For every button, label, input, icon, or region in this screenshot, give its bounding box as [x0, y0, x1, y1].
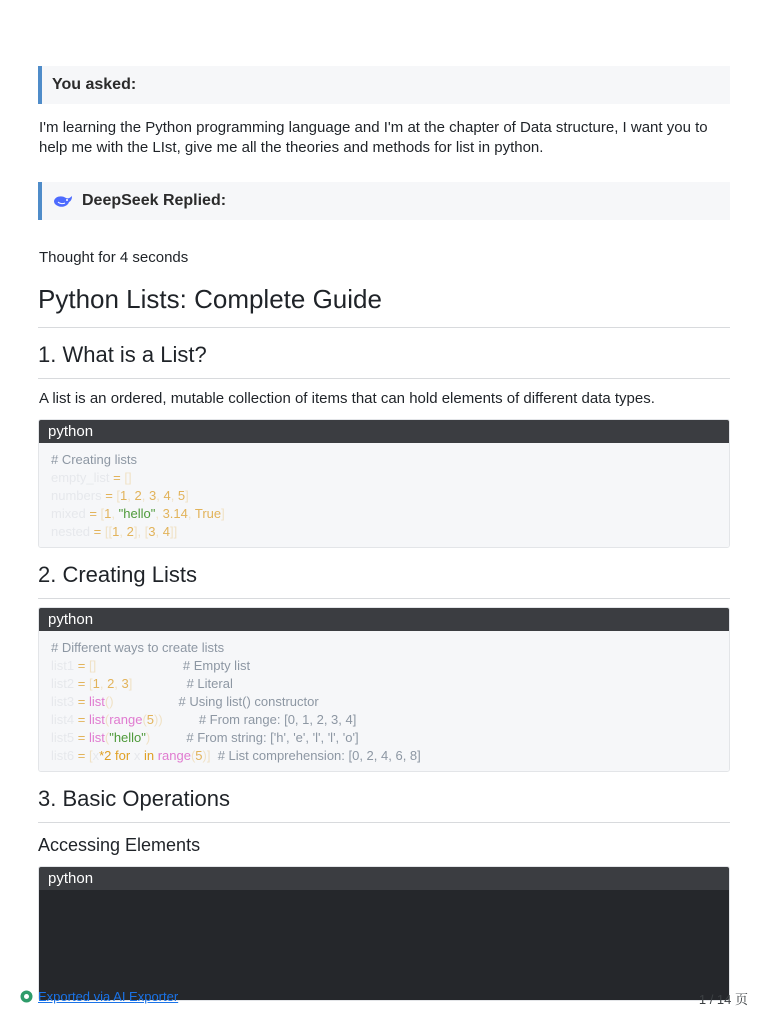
code-body [39, 443, 729, 547]
page-title: Python Lists: Complete Guide [38, 284, 730, 328]
code-line: empty_list = [] [51, 470, 132, 485]
user-question: I'm learning the Python programming language and I'm at the chapter of Data structure, I want you to help me with the LIst, give me all the theories and methods for list in python. [39, 119, 708, 156]
export-footer [20, 989, 178, 1004]
code-line: nested = [[1, 2], [3, 4]] [51, 524, 178, 539]
assistant-callout [38, 182, 730, 220]
code-block-3 [38, 866, 730, 1001]
code-line: list4 = list(range(5)) # From range: [0, 1, 2, 3, 4] [51, 712, 357, 727]
code-line: list2 = [1, 2, 3] # Literal [51, 676, 233, 691]
thought-duration: Thought for 4 seconds [39, 249, 189, 266]
deepseek-logo-icon [52, 193, 74, 209]
code-language-label: python [39, 608, 729, 631]
code-line: list6 = [x*2 for x in range(5)] # List comprehension: [0, 2, 4, 6, 8] [51, 748, 421, 763]
code-line: list5 = list("hello") # From string: ['h', 'e', 'l', 'l', 'o'] [51, 730, 359, 745]
code-comment: # Creating lists [51, 452, 137, 467]
code-line: numbers = [1, 2, 3, 4, 5] [51, 488, 189, 503]
code-block-2 [38, 607, 730, 772]
code-language-label: python [39, 867, 729, 890]
code-block-1 [38, 419, 730, 548]
exporter-logo-icon [20, 990, 33, 1003]
page-number: 1 / 14 页 [698, 992, 748, 1007]
code-line: list1 = [] # Empty list [51, 658, 251, 673]
section-heading-2: 2. Creating Lists [38, 562, 730, 599]
document-page [38, 66, 730, 1001]
section-heading-1: 1. What is a List? [38, 342, 730, 379]
code-comment: # Different ways to create lists [51, 640, 225, 655]
code-line: mixed = [1, "hello", 3.14, True] [51, 506, 225, 521]
user-header: You asked: [52, 76, 137, 93]
user-callout [38, 66, 730, 104]
assistant-header: DeepSeek Replied: [82, 192, 227, 209]
subheading-accessing-elements: Accessing Elements [38, 835, 201, 855]
exporter-link[interactable]: Exported via AI Exporter [38, 989, 179, 1004]
code-line: list3 = list() # Using list() constructor [51, 694, 319, 709]
code-body [39, 631, 729, 771]
code-body [39, 890, 729, 1000]
section-heading-3: 3. Basic Operations [38, 786, 730, 823]
code-language-label: python [39, 420, 729, 443]
section-1-description: A list is an ordered, mutable collection of items that can hold elements of different data types. [39, 390, 655, 407]
